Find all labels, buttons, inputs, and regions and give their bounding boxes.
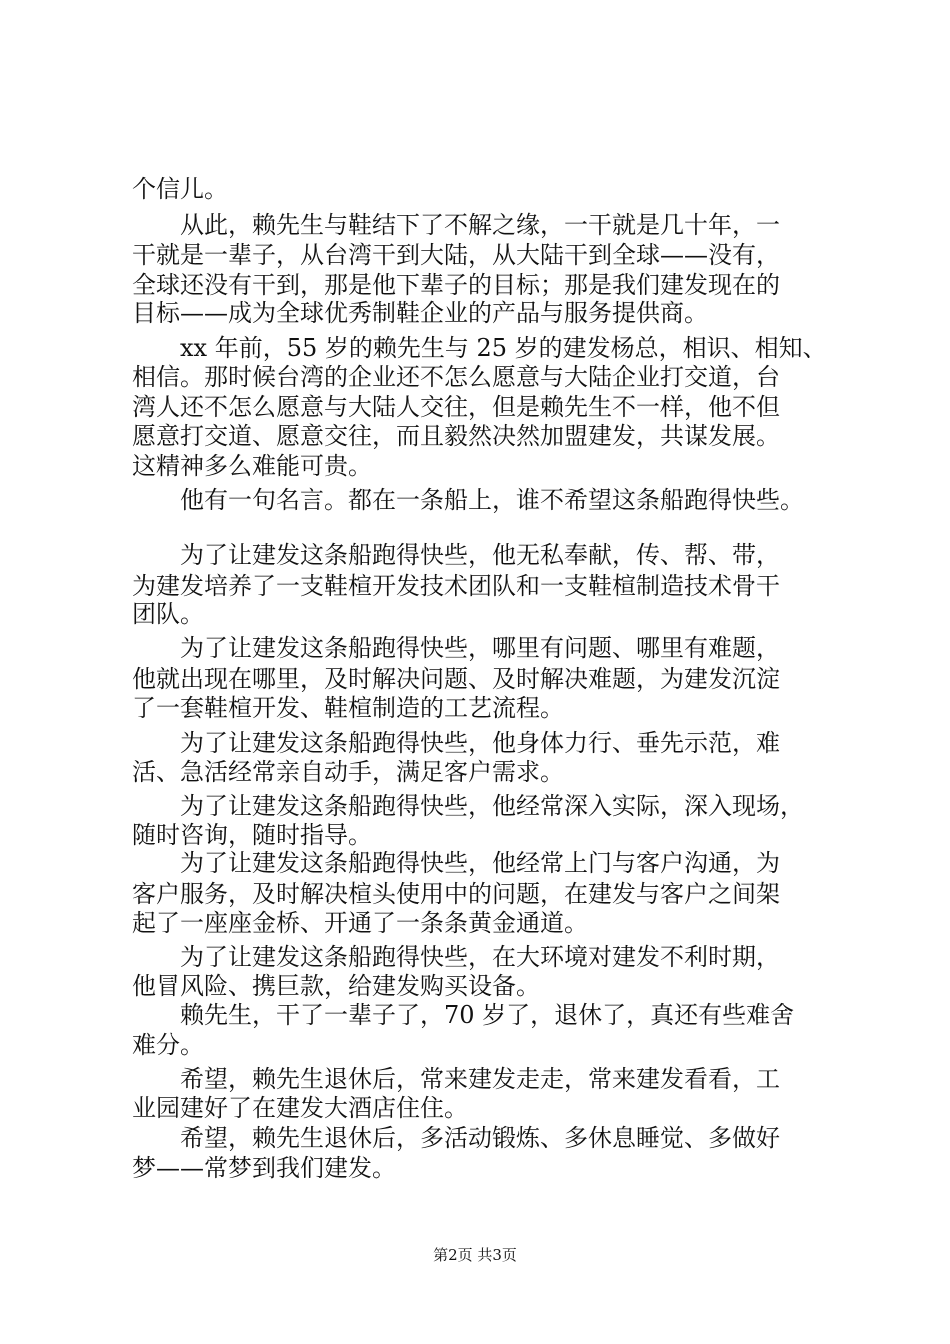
body-line: 愿意打交道、愿意交往，而且毅然决然加盟建发，共谋发展。 <box>132 422 780 450</box>
body-line: 目标——成为全球优秀制鞋企业的产品与服务提供商。 <box>132 299 708 327</box>
body-line: 湾人还不怎么愿意与大陆人交往，但是赖先生不一样，他不但 <box>132 393 780 421</box>
body-line: 了一套鞋楦开发、鞋楦制造的工艺流程。 <box>132 694 564 722</box>
body-line: 干就是一辈子，从台湾干到大陆，从大陆干到全球——没有， <box>132 241 780 269</box>
body-line: 团队。 <box>132 600 204 628</box>
body-line: 希望，赖先生退休后，多活动锻炼、多休息睡觉、多做好 <box>132 1124 780 1152</box>
body-line: 活、急活经常亲自动手，满足客户需求。 <box>132 758 564 786</box>
body-line: 起了一座座金桥、开通了一条条黄金通道。 <box>132 909 588 937</box>
body-line: 他就出现在哪里，及时解决问题、及时解决难题，为建发沉淀 <box>132 665 780 693</box>
body-line: 业园建好了在建发大酒店住住。 <box>132 1094 468 1122</box>
body-line: xx 年前，55 岁的赖先生与 25 岁的建发杨总，相识、相知、 <box>132 334 827 362</box>
body-line: 为了让建发这条船跑得快些，他经常深入实际，深入现场， <box>132 792 804 820</box>
body-line: 随时咨询，随时指导。 <box>132 821 372 849</box>
body-line: 为了让建发这条船跑得快些，在大环境对建发不利时期， <box>132 943 780 971</box>
body-line: 为了让建发这条船跑得快些，哪里有问题、哪里有难题， <box>132 634 780 662</box>
body-line: 赖先生，干了一辈子了，70 岁了，退休了，真还有些难舍 <box>132 1001 795 1029</box>
body-line: 为了让建发这条船跑得快些，他无私奉献，传、帮、带， <box>132 541 780 569</box>
page-number-footer: 第2页 共3页 <box>433 1246 517 1264</box>
body-line: 为了让建发这条船跑得快些，他经常上门与客户沟通，为 <box>132 849 780 877</box>
body-line: 梦——常梦到我们建发。 <box>132 1154 396 1182</box>
body-line: 相信。那时候台湾的企业还不怎么愿意与大陆企业打交道，台 <box>132 363 780 391</box>
body-line: 他有一句名言。都在一条船上，谁不希望这条船跑得快些。 <box>132 486 804 514</box>
body-line: 为建发培养了一支鞋楦开发技术团队和一支鞋楦制造技术骨干 <box>132 572 780 600</box>
body-line: 个信儿。 <box>132 175 228 203</box>
body-line: 从此，赖先生与鞋结下了不解之缘，一干就是几十年，一 <box>132 211 780 239</box>
body-line: 他冒风险、携巨款，给建发购买设备。 <box>132 972 540 1000</box>
body-line: 希望，赖先生退休后，常来建发走走，常来建发看看，工 <box>132 1065 780 1093</box>
body-line: 难分。 <box>132 1031 204 1059</box>
body-line: 客户服务，及时解决楦头使用中的问题，在建发与客户之间架 <box>132 880 780 908</box>
body-line: 全球还没有干到，那是他下辈子的目标；那是我们建发现在的 <box>132 271 780 299</box>
body-line: 这精神多么难能可贵。 <box>132 452 372 480</box>
body-line: 为了让建发这条船跑得快些，他身体力行、垂先示范，难 <box>132 729 780 757</box>
